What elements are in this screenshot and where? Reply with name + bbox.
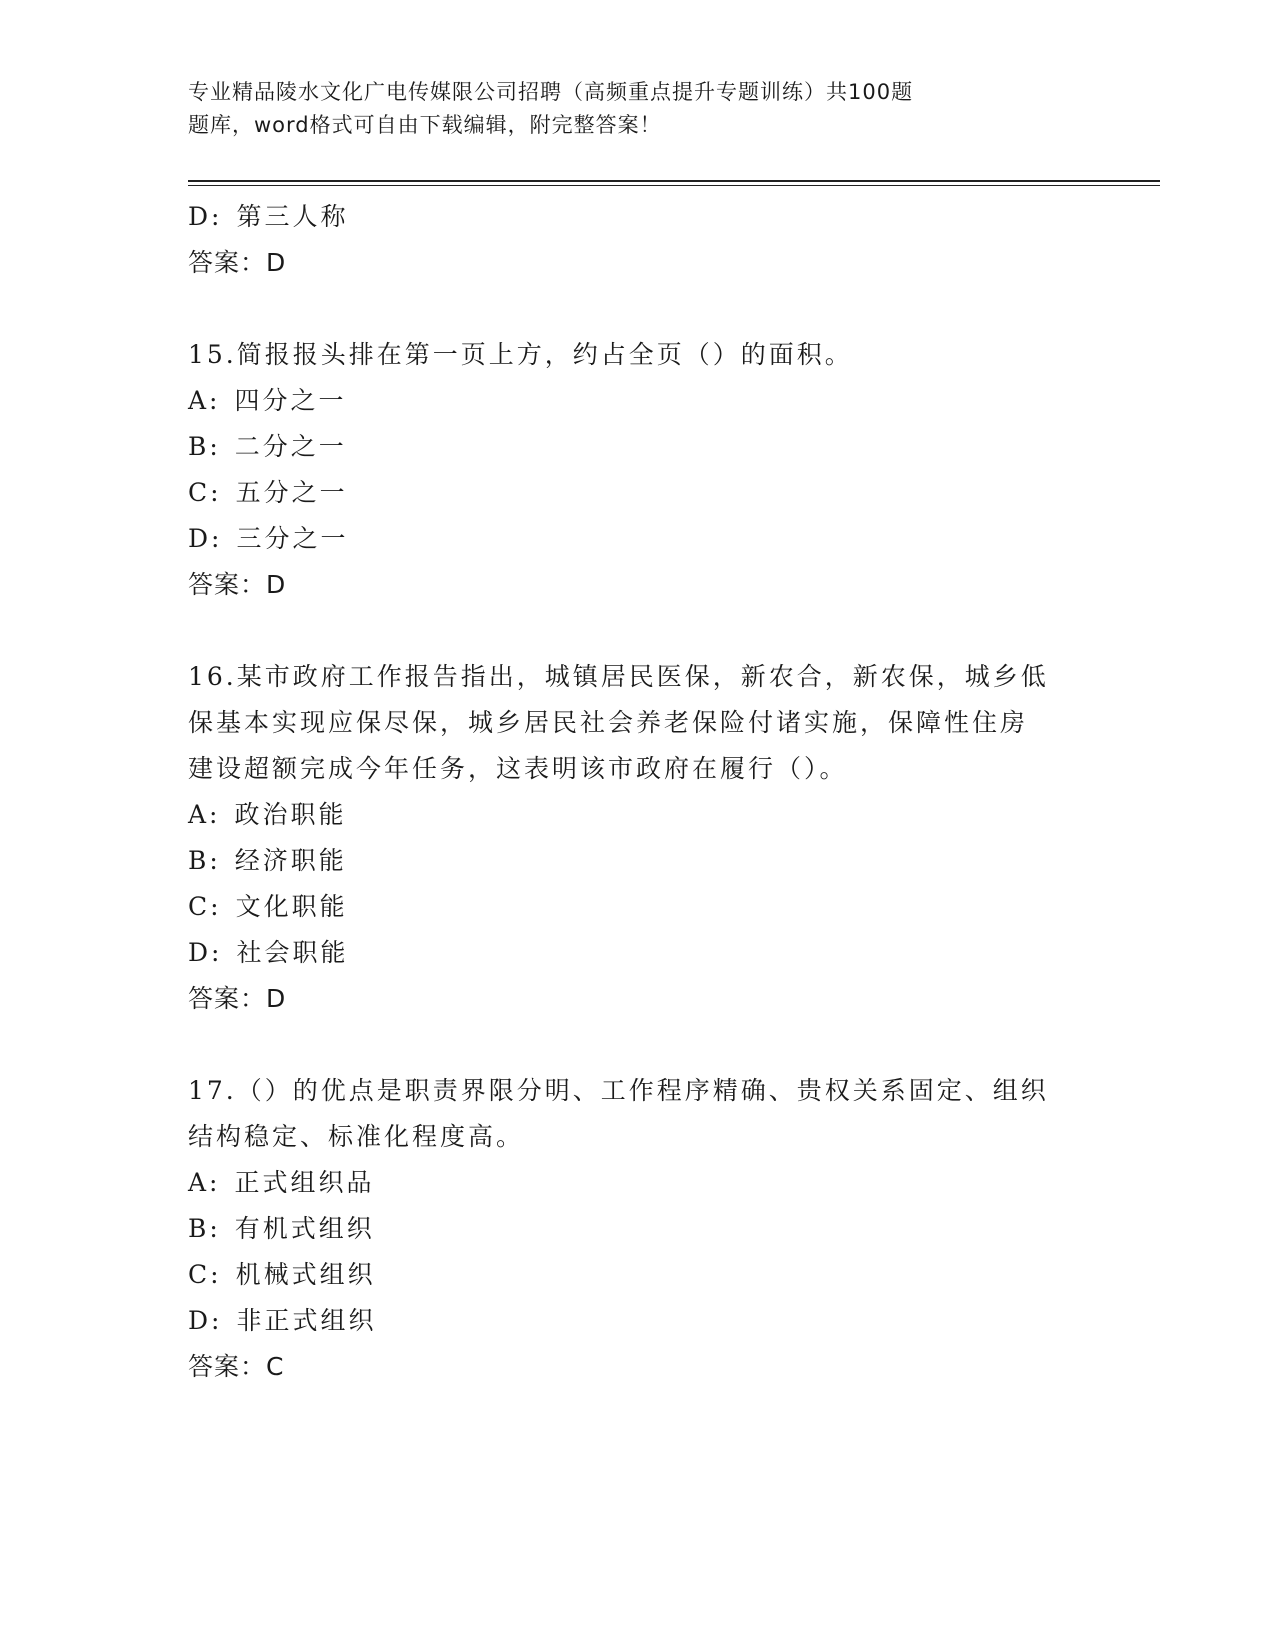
question-block: [188, 654, 1088, 1022]
option-text: 机械式组织: [235, 1260, 376, 1289]
option-item: [188, 378, 1088, 424]
option-text: 有机式组织: [234, 1214, 375, 1243]
option-key: A:: [188, 1168, 221, 1197]
option-key: B:: [188, 1214, 221, 1243]
question-stem-line: 16.某市政府工作报告指出，城镇居民医保，新农合，新农保，城乡低: [188, 662, 1049, 691]
option-key: D:: [188, 202, 223, 231]
option-text: 第三人称: [236, 202, 349, 231]
option-item: [188, 1160, 1088, 1206]
document-header: [188, 76, 1068, 142]
option-key: A:: [188, 386, 221, 415]
option-key: C:: [188, 892, 222, 921]
header-divider-thin: [188, 185, 1160, 186]
option-key: D:: [188, 938, 223, 967]
answer-line: 答案：D: [188, 248, 287, 277]
header-title-line-2: 题库，word格式可自由下载编辑，附完整答案！: [188, 113, 662, 137]
option-item: [188, 838, 1088, 884]
option-item: [188, 1298, 1088, 1344]
spacer: [188, 286, 1088, 332]
spacer: [188, 1022, 1088, 1068]
option-item: [188, 1252, 1088, 1298]
header-title-line-1: 专业精品陵水文化广电传媒限公司招聘（高频重点提升专题训练）共100题: [188, 80, 914, 104]
option-item: [188, 930, 1088, 976]
option-item: [188, 470, 1088, 516]
option-text: 二分之一: [234, 432, 347, 461]
option-text: 非正式组织: [236, 1306, 377, 1335]
question-stem-line: 15.简报报头排在第一页上方，约占全页（）的面积。: [188, 340, 853, 369]
answer-line: 答案：C: [188, 1352, 285, 1381]
option-key: B:: [188, 432, 221, 461]
question-stem-line: 保基本实现应保尽保，城乡居民社会养老保险付诸实施，保障性住房: [188, 708, 1029, 737]
option-item: [188, 884, 1088, 930]
question-stem-line: 建设超额完成今年任务，这表明该市政府在履行（）。: [188, 754, 848, 783]
option-key: D:: [188, 524, 223, 553]
header-divider-thick: [188, 180, 1160, 182]
option-item: [188, 194, 1088, 240]
option-item: [188, 1206, 1088, 1252]
option-text: 三分之一: [236, 524, 349, 553]
option-key: C:: [188, 1260, 222, 1289]
option-item: [188, 516, 1088, 562]
option-text: 正式组织品: [234, 1168, 375, 1197]
option-key: D:: [188, 1306, 223, 1335]
option-text: 政治职能: [234, 800, 347, 829]
option-key: A:: [188, 800, 221, 829]
option-text: 五分之一: [235, 478, 348, 507]
spacer: [188, 608, 1088, 654]
question-list: [188, 194, 1088, 1390]
option-key: C:: [188, 478, 222, 507]
question-block: [188, 1068, 1088, 1390]
answer-line: 答案：D: [188, 984, 287, 1013]
question-stem-line: 17.（）的优点是职责界限分明、工作程序精确、贵权关系固定、组织: [188, 1076, 1049, 1105]
question-stem-line: 结构稳定、标准化程度高。: [188, 1122, 525, 1151]
option-text: 经济职能: [234, 846, 347, 875]
option-item: [188, 792, 1088, 838]
option-text: 四分之一: [234, 386, 347, 415]
option-text: 社会职能: [236, 938, 349, 967]
option-key: B:: [188, 846, 221, 875]
question-block: [188, 332, 1088, 608]
option-text: 文化职能: [235, 892, 348, 921]
answer-line: 答案：D: [188, 570, 287, 599]
option-item: [188, 424, 1088, 470]
